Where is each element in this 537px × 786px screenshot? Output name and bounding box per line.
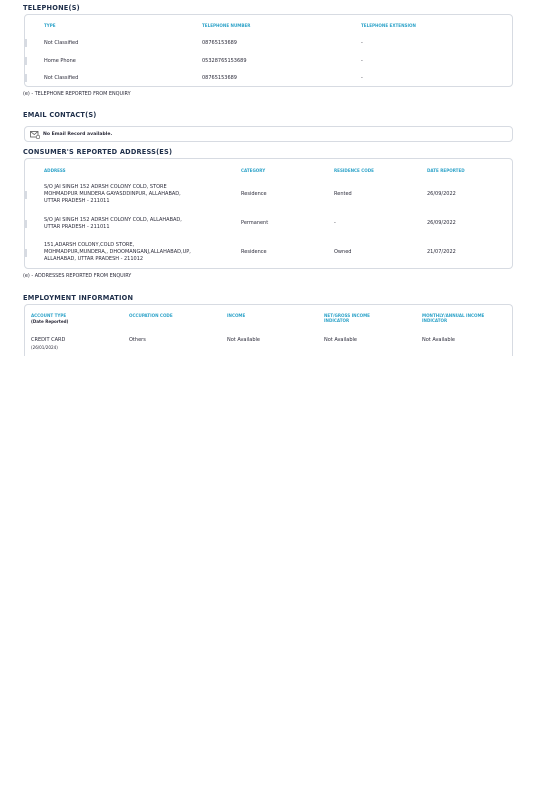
telephone-number: 08765153689 bbox=[202, 40, 237, 46]
employment-date-reported: (26/01/2024) bbox=[31, 345, 58, 350]
col-subheader-date-reported: (Date Reported) bbox=[31, 319, 69, 324]
address-date-reported: 26/09/2022 bbox=[427, 191, 456, 197]
col-header-category: CATEGORY bbox=[241, 168, 266, 173]
col-header-income: INCOME bbox=[227, 313, 246, 318]
address-line: S/O JAI SINGH 152 ADRSH COLONY COLD, STORE bbox=[44, 184, 167, 190]
email-section-title: EMAIL CONTACT(S) bbox=[23, 111, 97, 119]
col-header-net-gross-income-line2: INDICATOR bbox=[324, 318, 350, 323]
address-section-title: CONSUMER'S REPORTED ADDRESS(ES) bbox=[23, 148, 173, 156]
row-marker bbox=[25, 249, 27, 257]
address-date-reported: 26/09/2022 bbox=[427, 220, 456, 226]
employment-table bbox=[24, 304, 513, 356]
email-box bbox=[24, 126, 513, 142]
address-line: ALLAHABAD, UTTAR PRADESH - 211012 bbox=[44, 256, 144, 262]
col-header-monthly-annual-income: MONTHLY/ANNUAL INCOME bbox=[422, 313, 485, 318]
telephone-enquiry-note: (e) - TELEPHONE REPORTED FROM ENQUIRY bbox=[23, 91, 131, 97]
employment-net-gross-indicator: Not Available bbox=[324, 337, 357, 343]
employment-section-title: EMPLOYMENT INFORMATION bbox=[23, 294, 134, 302]
address-category: Residence bbox=[241, 249, 267, 255]
address-enquiry-note: (e) - ADDRESSES REPORTED FROM ENQUIRY bbox=[23, 273, 132, 279]
employment-account-type: CREDIT CARD bbox=[31, 337, 66, 343]
address-line: 151,ADARSH COLONY,COLD STORE, bbox=[44, 242, 135, 248]
address-residence-code: - bbox=[334, 220, 336, 226]
address-table bbox=[24, 158, 513, 269]
col-header-type: TYPE bbox=[44, 23, 56, 28]
telephone-section-title: TELEPHONE(S) bbox=[23, 4, 80, 12]
address-category: Permanent bbox=[241, 220, 269, 226]
telephone-extension: - bbox=[361, 58, 363, 64]
address-category: Residence bbox=[241, 191, 267, 197]
telephone-extension: - bbox=[361, 40, 363, 46]
row-marker bbox=[25, 39, 27, 47]
col-header-net-gross-income: NET/GROSS INCOME bbox=[324, 313, 370, 318]
address-line: UTTAR PRADESH - 211011 bbox=[44, 224, 110, 230]
employment-occupation-code: Others bbox=[129, 337, 146, 343]
row-marker bbox=[25, 74, 27, 82]
col-header-occupation-code: OCCUPATION CODE bbox=[129, 313, 173, 318]
col-header-residence-code: RESIDENCE CODE bbox=[334, 168, 374, 173]
row-marker bbox=[25, 191, 27, 199]
no-email-message: No Email Record available. bbox=[43, 132, 113, 137]
address-residence-code: Rented bbox=[334, 191, 352, 197]
telephone-number: 05328765153689 bbox=[202, 58, 247, 64]
col-header-monthly-annual-income-line2: INDICATOR bbox=[422, 318, 448, 323]
address-line: MOHMADPUR MUNDERA GAYASDDINPUR, ALLAHABAD, bbox=[44, 191, 181, 197]
telephone-extension: - bbox=[361, 75, 363, 81]
address-residence-code: Owned bbox=[334, 249, 352, 255]
row-marker bbox=[25, 220, 27, 228]
employment-monthly-annual-indicator: Not Available bbox=[422, 337, 455, 343]
telephone-number: 08765153689 bbox=[202, 75, 237, 81]
col-header-address: ADDRESS bbox=[44, 168, 66, 173]
col-header-telephone-number: TELEPHONE NUMBER bbox=[202, 23, 251, 28]
col-header-account-type: ACCOUNT TYPE bbox=[31, 313, 67, 318]
employment-income: Not Available bbox=[227, 337, 260, 343]
col-header-telephone-extension: TELEPHONE EXTENSION bbox=[361, 23, 416, 28]
row-marker bbox=[25, 57, 27, 65]
telephone-type: Not Classified bbox=[44, 75, 79, 81]
telephone-type: Home Phone bbox=[44, 58, 76, 64]
address-line: MOHMADPUR,MUNDERA,, DHOOMANGANJ,ALLAHABAD,UP, bbox=[44, 249, 191, 255]
address-date-reported: 21/07/2022 bbox=[427, 249, 456, 255]
address-line: S/O JAI SINGH 152 ADRSH COLONY COLD, ALLAHABAD, bbox=[44, 217, 182, 223]
email-icon bbox=[30, 131, 40, 139]
telephone-type: Not Classified bbox=[44, 40, 79, 46]
col-header-date-reported: DATE REPORTED bbox=[427, 168, 465, 173]
telephone-table bbox=[24, 14, 513, 87]
address-line: UTTAR PRADESH - 211011 bbox=[44, 198, 110, 204]
